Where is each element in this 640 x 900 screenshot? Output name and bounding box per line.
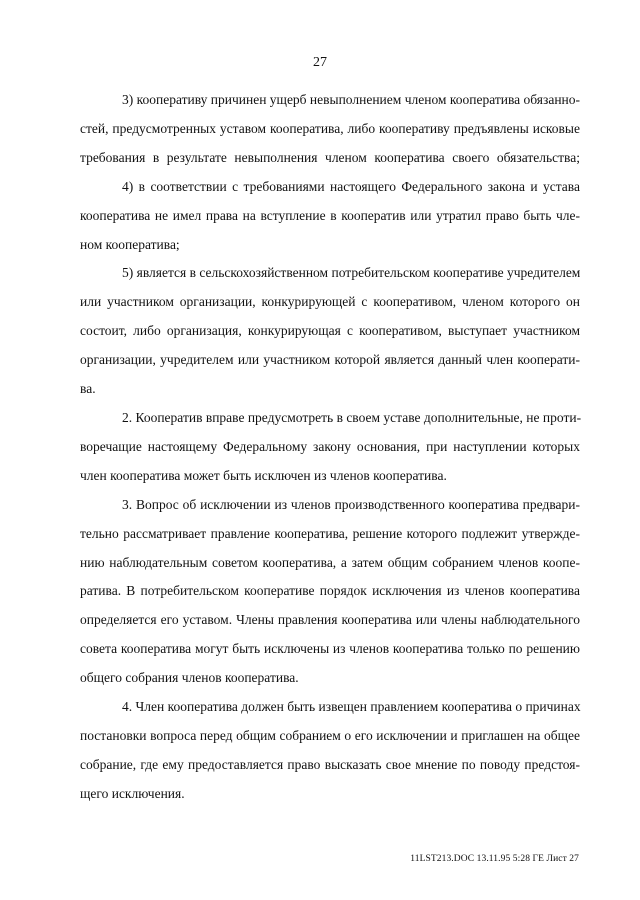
- paragraph: [80, 173, 580, 260]
- text-line: определяется его уставом. Члены правления кооператива или члены наблюдательного: [80, 612, 580, 628]
- text-line: собрание, где ему предоставляется право высказать свое мнение по поводу предстоя-: [80, 756, 580, 772]
- text-line: ва.: [80, 381, 96, 397]
- paragraph: [80, 404, 580, 491]
- text-line: член кооператива может быть исключен из членов кооператива.: [80, 467, 447, 483]
- text-line: состоит, либо организация, конкурирующая с кооперативом, выступает участником: [80, 323, 580, 339]
- paragraph: [80, 86, 580, 173]
- page-number: 27: [313, 55, 327, 70]
- text-line: 3. Вопрос об исключении из членов производственного кооператива предвари-: [122, 496, 580, 512]
- paragraph: [80, 693, 580, 809]
- text-line: нию наблюдательным советом кооператива, а затем общим собранием членов коопе-: [80, 554, 580, 570]
- text-line: совета кооператива могут быть исключены из членов кооператива только по решению: [80, 641, 580, 657]
- text-line: требования в результате невыполнения членом кооператива своего обязательства;: [80, 149, 580, 165]
- text-line: 2. Кооператив вправе предусмотреть в своем уставе дополнительные, не проти-: [122, 409, 582, 425]
- document-body: [80, 86, 580, 809]
- text-line: ратива. В потребительском кооперативе порядок исключения из членов кооператива: [80, 583, 580, 599]
- document-footer: 11LST213.DOC 13.11.95 5:28 ГЕ Лист 27: [410, 854, 579, 864]
- text-line: 4. Член кооператива должен быть извещен правлением кооператива о причинах: [122, 699, 581, 715]
- text-line: постановки вопроса перед общим собранием о его исключении и приглашен на общее: [80, 727, 580, 743]
- text-line: или участником организации, конкурирующей с кооперативом, членом которого он: [80, 294, 580, 310]
- text-line: 5) является в сельскохозяйственном потребительском кооперативе учредителем: [122, 265, 581, 281]
- text-line: тельно рассматривает правление кооператива, решение которого подлежит утвержде-: [80, 525, 580, 541]
- text-line: 3) кооперативу причинен ущерб невыполнением членом кооператива обязанно-: [122, 92, 581, 107]
- text-line: организации, учредителем или участником которой является данный член кооперати-: [80, 352, 580, 368]
- text-line: общего собрания членов кооператива.: [80, 670, 299, 686]
- paragraph: [80, 491, 580, 693]
- text-line: стей, предусмотренных уставом кооператива, либо кооперативу предъявлены исковые: [80, 120, 580, 136]
- text-line: щего исключения.: [80, 785, 185, 801]
- text-line: кооператива не имел права на вступление в кооператив или утратил право быть чле-: [80, 207, 580, 223]
- text-line: 4) в соответствии с требованиями настоящего Федерального закона и устава: [122, 178, 580, 194]
- text-line: ном кооператива;: [80, 236, 180, 252]
- paragraph: [80, 259, 580, 404]
- text-line: воречащие настоящему Федеральному закону основания, при наступлении которых: [80, 438, 580, 454]
